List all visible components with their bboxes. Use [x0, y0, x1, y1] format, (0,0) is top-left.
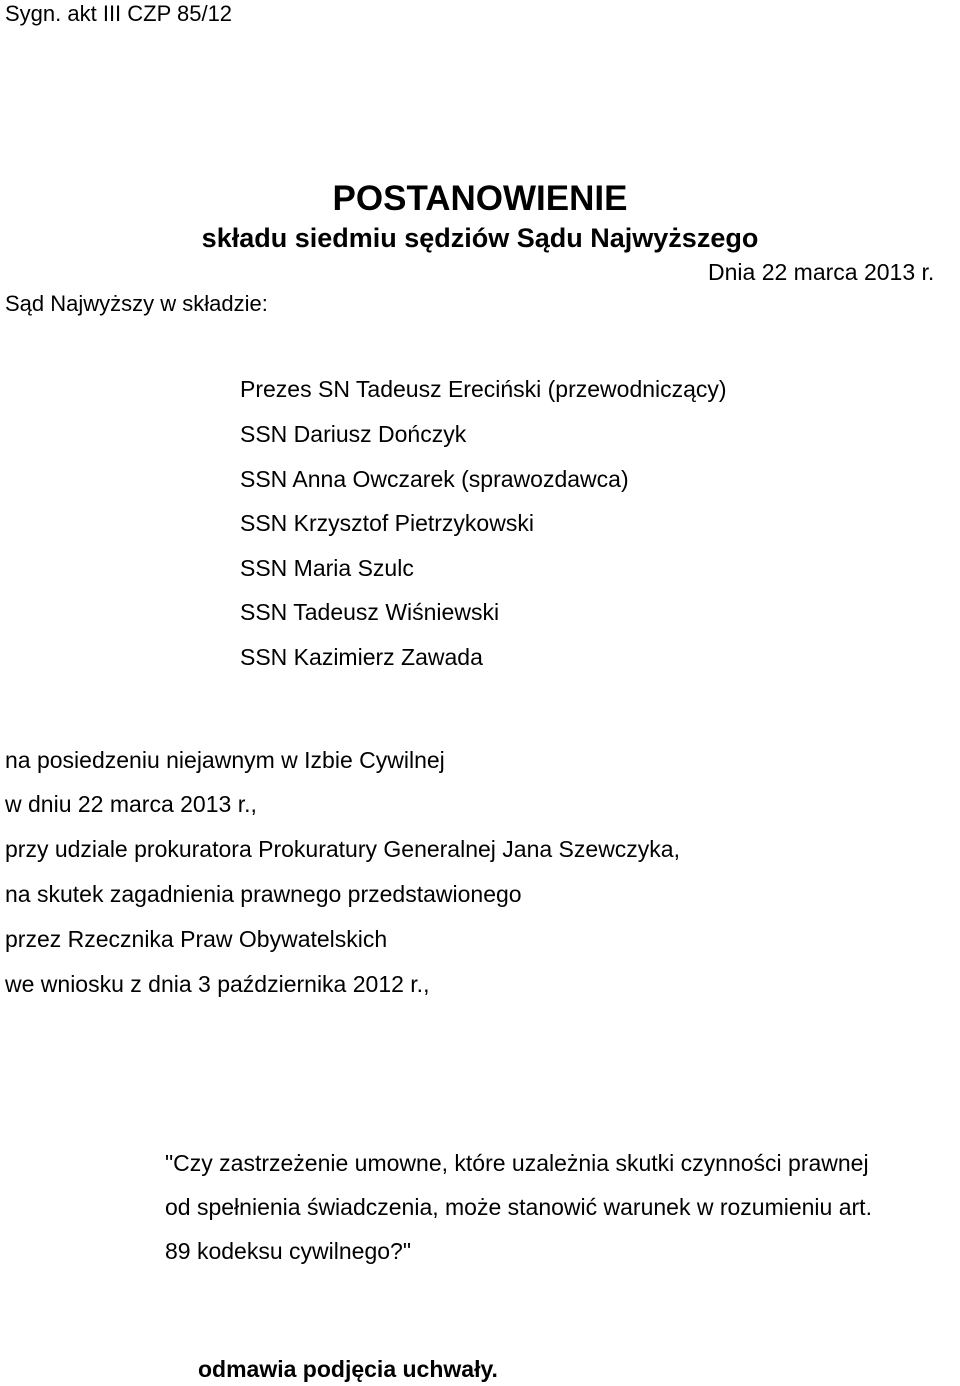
- proceedings-line: we wniosku z dnia 3 października 2012 r.,: [5, 971, 430, 997]
- panel-member: SSN Tadeusz Wiśniewski: [240, 599, 500, 625]
- question-line: 89 kodeksu cywilnego?": [165, 1238, 411, 1264]
- panel-member: Prezes SN Tadeusz Ereciński (przewodniczący): [240, 376, 727, 402]
- question-line: "Czy zastrzeżenie umowne, które uzależnia skutki czynności prawnej: [165, 1150, 869, 1176]
- court-composition-label: Sąd Najwyższy w składzie:: [5, 291, 268, 316]
- proceedings-line: przy udziale prokuratora Prokuratury Generalnej Jana Szewczyka,: [5, 836, 680, 862]
- document-title: POSTANOWIENIE: [332, 179, 628, 218]
- question-line: od spełnienia świadczenia, może stanowić warunek w rozumieniu art.: [165, 1194, 872, 1220]
- proceedings-line: na posiedzeniu niejawnym w Izbie Cywilnej: [5, 747, 445, 773]
- panel-member: SSN Krzysztof Pietrzykowski: [240, 510, 534, 536]
- document-subtitle: składu siedmiu sędziów Sądu Najwyższego: [201, 223, 759, 253]
- proceedings-line: na skutek zagadnienia prawnego przedstawionego: [5, 881, 522, 907]
- decision-date: Dnia 22 marca 2013 r.: [708, 259, 935, 285]
- decision-text: odmawia podjęcia uchwały.: [198, 1356, 498, 1382]
- proceedings-line: przez Rzecznika Praw Obywatelskich: [5, 926, 388, 952]
- proceedings-line: w dniu 22 marca 2013 r.,: [5, 791, 257, 817]
- case-number: Sygn. akt III CZP 85/12: [5, 1, 233, 26]
- panel-member: SSN Kazimierz Zawada: [240, 644, 483, 670]
- panel-member: SSN Anna Owczarek (sprawozdawca): [240, 466, 629, 492]
- panel-member: SSN Maria Szulc: [240, 555, 414, 581]
- panel-member: SSN Dariusz Dończyk: [240, 421, 467, 447]
